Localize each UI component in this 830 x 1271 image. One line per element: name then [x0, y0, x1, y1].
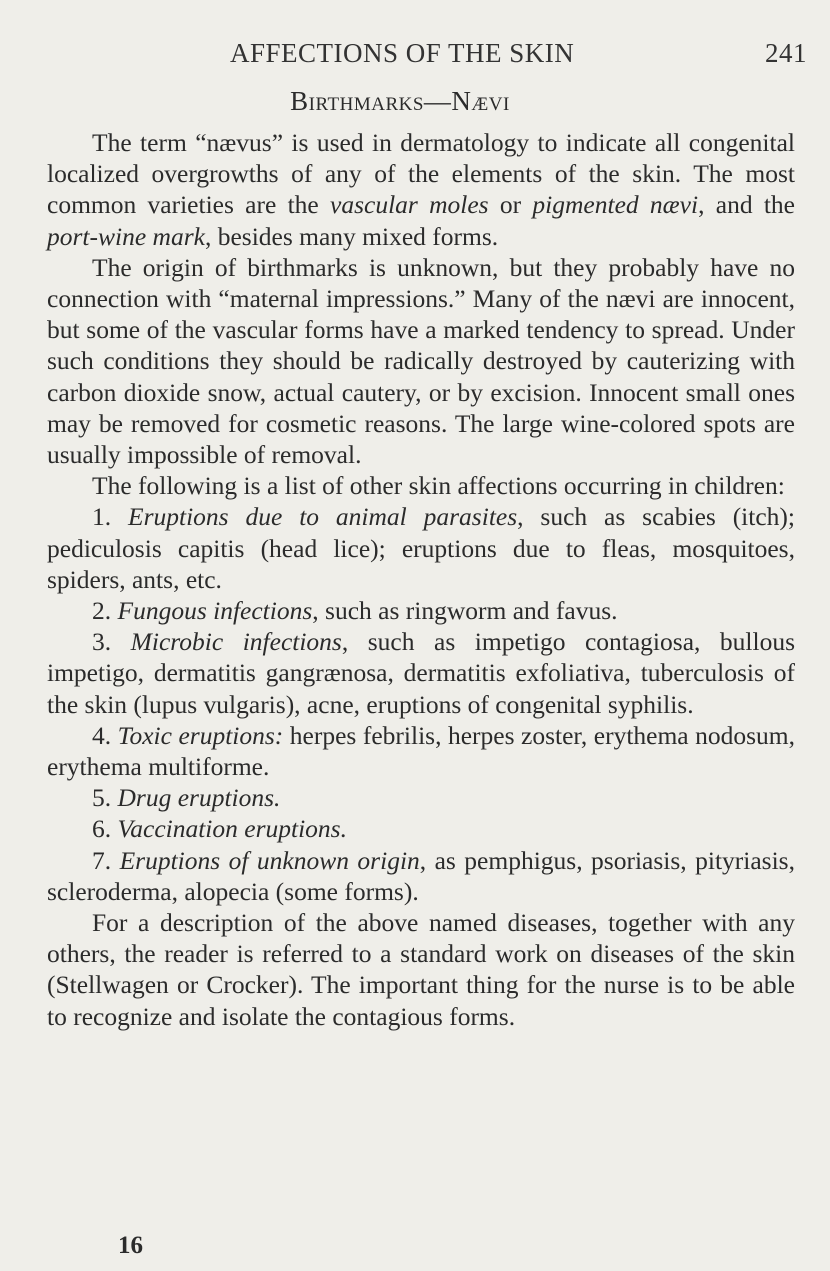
italic-run: Drug eruptions. — [117, 783, 281, 813]
text-run: , such as scabies (itch); pediculosis capitis (head lice); eruptions due to fleas, mosquitoes, spiders, ants, etc. — [47, 502, 795, 594]
text-run: 5. — [92, 783, 118, 813]
text-run: 2. — [92, 596, 118, 626]
italic-run: Vaccination eruptions. — [117, 814, 347, 844]
text-run: , as pemphigus, psoriasis, pityriasis, scleroderma, alopecia (some forms). — [47, 845, 795, 906]
italic-run: Microbic infections — [130, 627, 342, 657]
text-run: or — [488, 190, 533, 220]
running-head — [230, 38, 830, 69]
page-number: 241 — [765, 38, 807, 68]
italic-run: pigmented nævi — [532, 190, 699, 220]
text-run: 6. — [92, 814, 118, 844]
text-run: , such as impetigo contagiosa, bullous impetigo, dermatitis gangrænosa, dermatitis exfoliativa, tuberculosis of the skin (lupus vulgaris), acne, eruptions of congenital syphilis. — [47, 627, 796, 719]
text-run: , and the — [698, 190, 795, 220]
italic-run: Eruptions due to animal parasites — [128, 502, 518, 532]
list-item — [47, 782, 795, 813]
list-item — [47, 501, 795, 595]
text-run: The origin of birthmarks is unknown, but they probably have no connection with “maternal impressions.” Many of the nævi are innocent, but some of the vascular forms have a marked tendency to spread. Under such conditions they should be radically destroyed by cauterizing with carbon dioxide snow, actual cautery, or by excision. Innocent small ones may be removed for cosmetic reasons. The large wine-colored spots are usually impossible of removal. — [47, 252, 795, 470]
text-run: 3. — [92, 627, 131, 657]
section-title: Birthmarks—Nævi — [290, 86, 510, 116]
italic-run: Fungous infections — [117, 596, 313, 626]
signature-mark: 16 — [118, 1232, 143, 1259]
paragraph — [47, 252, 795, 470]
text-run: , such as ringworm and favus. — [312, 596, 618, 626]
italic-run: Toxic eruptions: — [117, 720, 284, 750]
text-run: 7. — [92, 845, 120, 875]
list-item — [47, 595, 795, 626]
text-run: The following is a list of other skin affections occurring in children: — [92, 471, 785, 501]
text-run: 1. — [92, 502, 129, 532]
running-head-title: AFFECTIONS OF THE SKIN — [230, 38, 575, 68]
italic-run: port-wine mark — [47, 221, 205, 251]
list-item — [47, 626, 795, 720]
paragraph — [47, 127, 795, 252]
list-item — [47, 720, 795, 782]
italic-run: vascular moles — [330, 190, 489, 220]
text-run: , besides many mixed forms. — [204, 221, 499, 251]
italic-run: Eruptions of unknown origin — [119, 845, 420, 875]
text-run: 4. — [92, 720, 118, 750]
text-run: For a description of the above named diseases, together with any others, the reader is referred to a standard work on diseases of the skin (Stellwagen or Crocker). The important thing for the nurse is to be able to recognize and isolate the contagious forms. — [47, 908, 795, 1031]
list-item — [47, 813, 795, 844]
list-item — [47, 845, 795, 907]
body-text — [47, 127, 795, 1032]
paragraph — [47, 907, 795, 1032]
paragraph — [47, 470, 795, 501]
text-run: herpes febrilis, herpes zoster, erythema nodosum, erythema multiforme. — [47, 720, 796, 782]
text-run: The term “nævus” is used in dermatology to indicate all congenital localized overgrowths of any of the elements of the skin. The most common varieties are the — [47, 128, 795, 220]
